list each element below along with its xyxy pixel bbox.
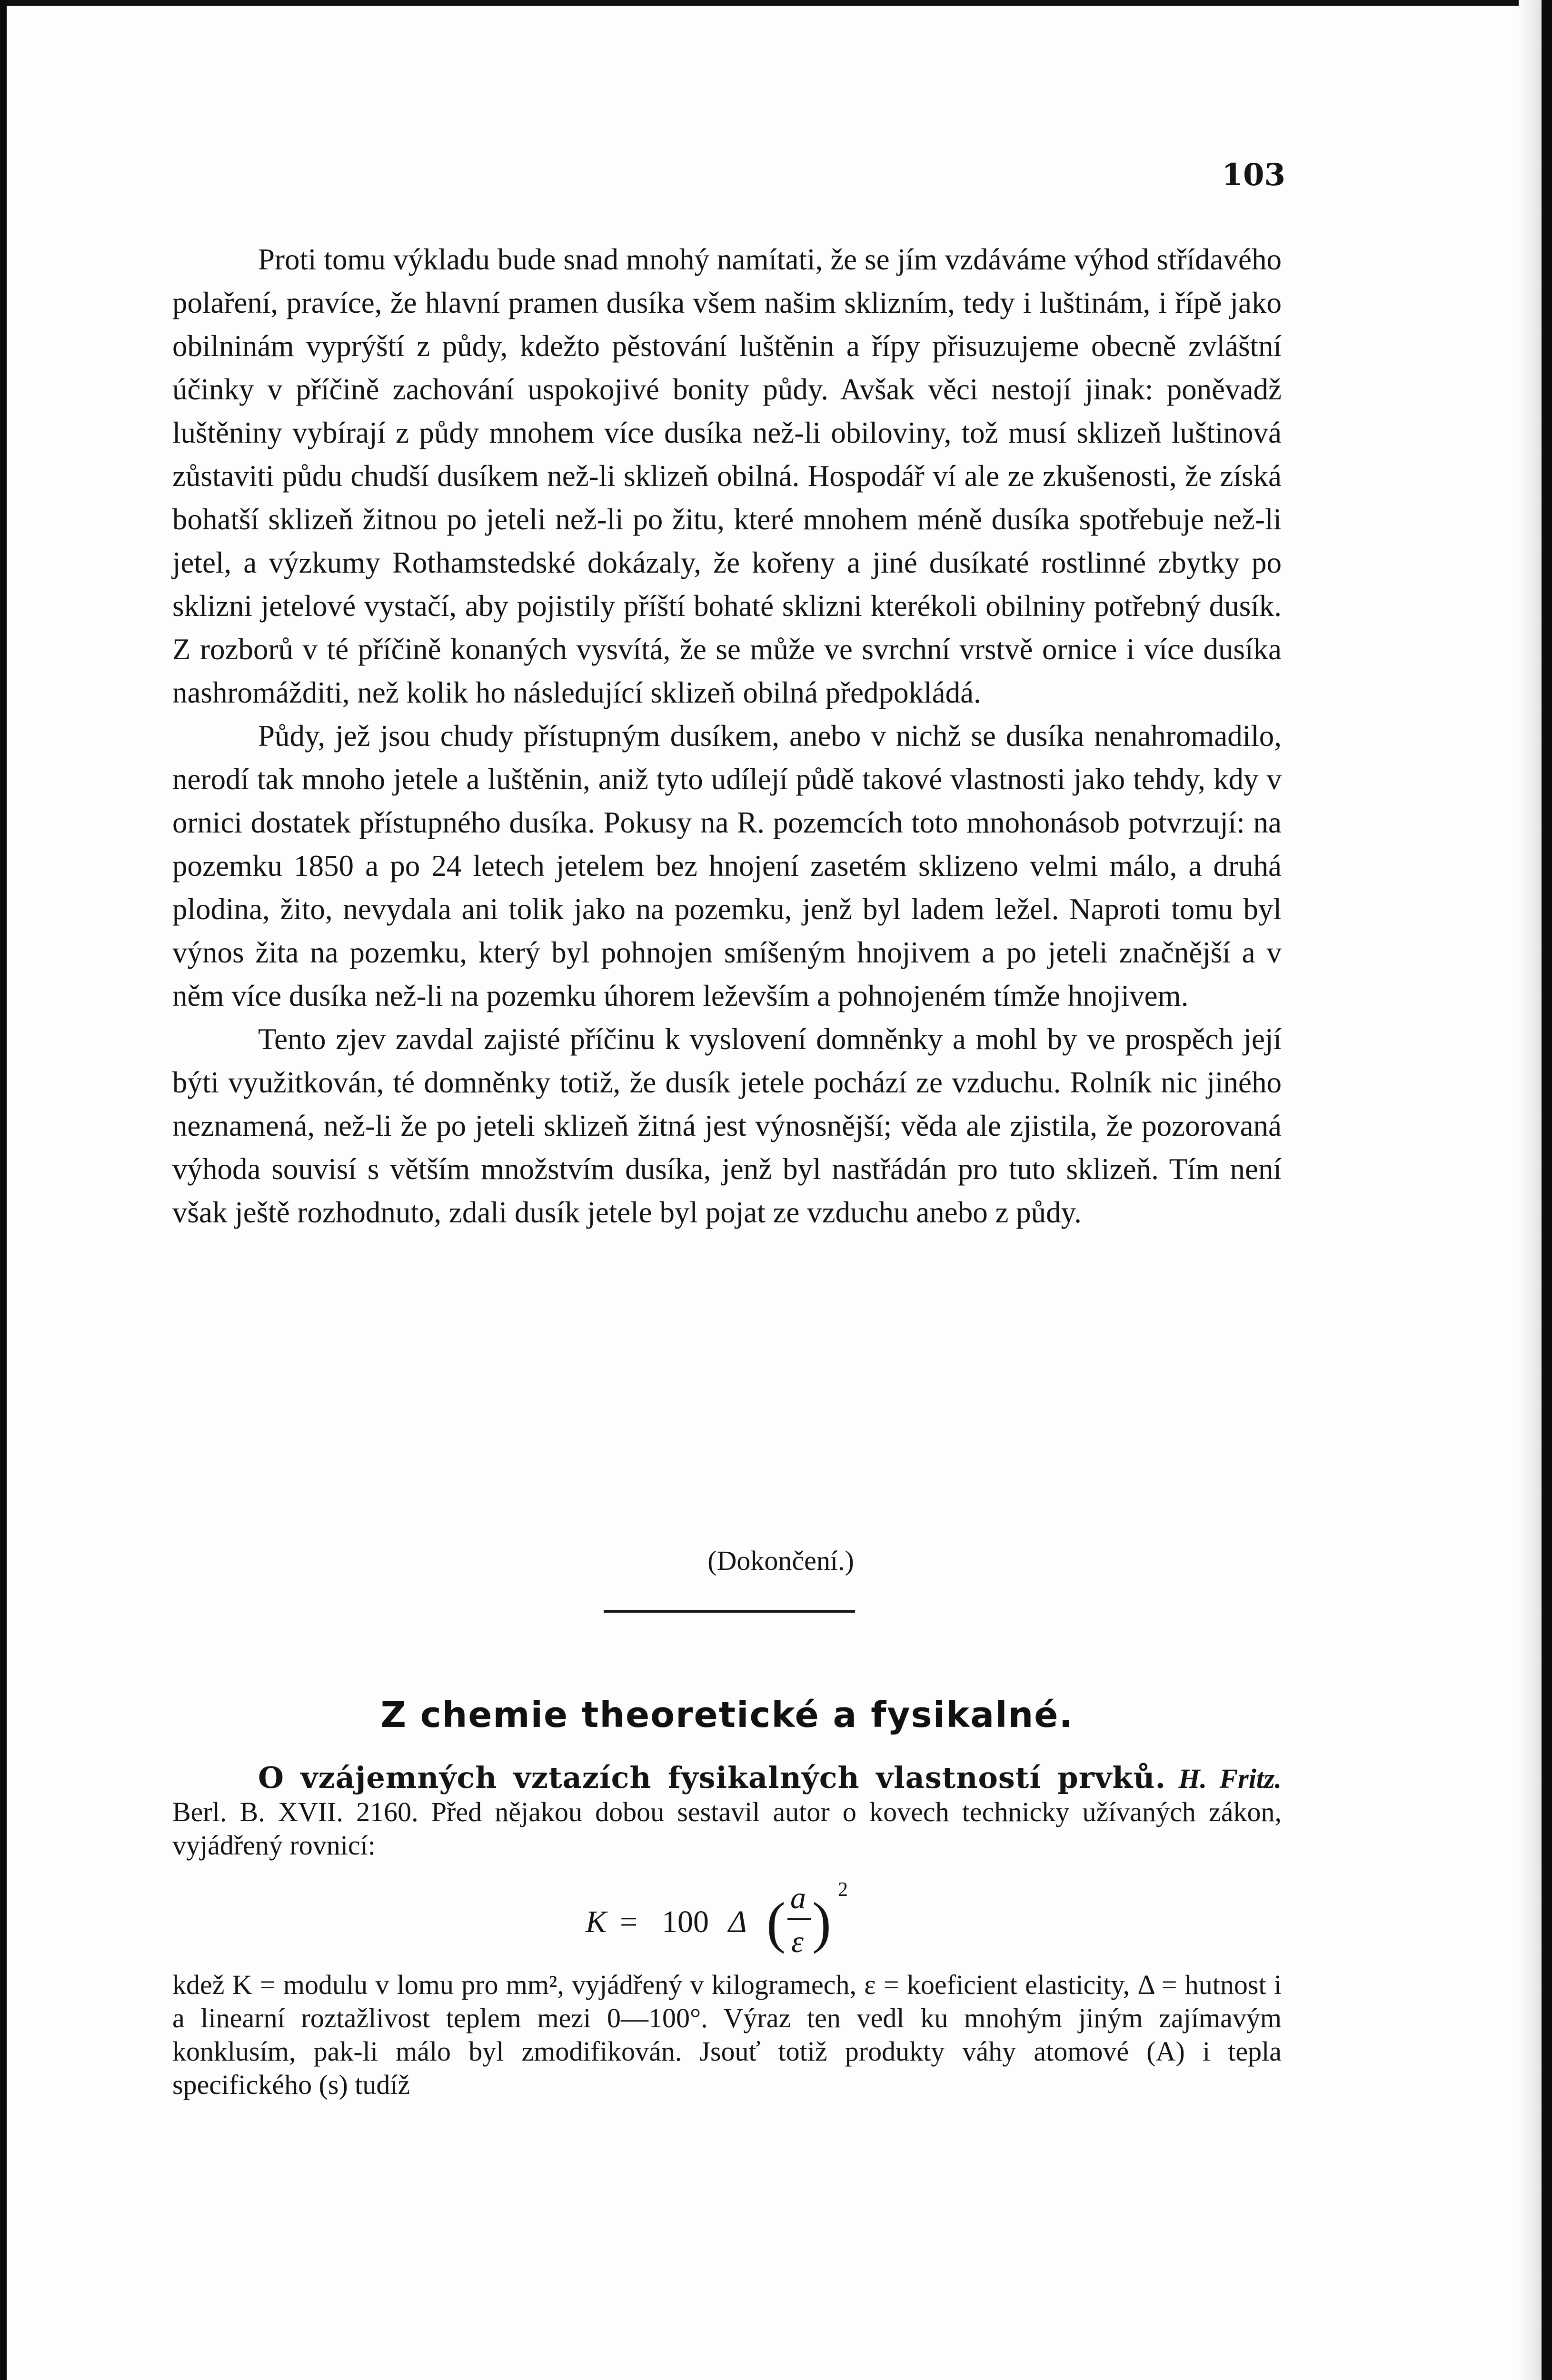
article-intro-text: Berl. B. XVII. 2160. Před nějakou dobou sestavil autor o kovech technicky užívaných zákon, vyjádřený rovnicí: [172,1796,1282,1861]
paragraph: Tento zjev zavdal zajisté příčinu k vyslovení domněnky a mohl by ve prospěch její býti využitkován, té domněnky totiž, že dusík jetele pochází ze vzduchu. Rolník nic jiného neznamená, než-li že po jeteli sklizeň žitná jest výnosnější; věda ale zjistila, že pozorovaná výhoda souvisí s větším množstvím dusíka, jenž byl nastřádán pro tuto sklizeň. Tím není však ještě rozhodnuto, zdali dusík jetele byl pojat ze vzduchu anebo z půdy. [172,1022,1282,1229]
main-text [172,238,1282,1234]
equation-numerator: a [790,1881,806,1915]
conclusion-note: (Dokončení.) [707,1545,854,1576]
equation-delta: Δ [728,1904,747,1939]
equation-equals: = [620,1904,638,1939]
article-intro-paragraph [172,1761,1282,1862]
equation [586,1880,919,1971]
equation-constant: 100 [662,1904,709,1939]
article-title: O vzájemných vztazích fysikalných vlastností prvků. [258,1760,1166,1795]
section-title: Z chemie theoretické a fysikalné. [380,1695,1074,1735]
paragraph: Půdy, jež jsou chudy přístupným dusíkem, anebo v nichž se dusíka nenahromadilo, nerodí tak mnoho jetele a luštěnin, aniž tyto udílejí půdě takové vlastnosti jako tehdy, kdy v ornici dostatek přístupného dusíka. Pokusy na R. pozemcích toto mnohonásob potvrzují: na pozemku 1850 a po 24 letech jetelem bez hnojení zasetém sklizeno velmi málo, a druhá plodina, žito, nevydala ani tolik jako na pozemku, jenž byl ladem ležel. Naproti tomu byl výnos žita na pozemku, který byl pohnojen smíšeným hnojivem a po jeteli značnější a v něm více dusíka než-li na pozemku úhorem leževším a pohnojeném tímže hnojivem. [172,719,1282,1012]
scan-border-top [0,0,1552,6]
article-body [172,1968,1282,2102]
equation-denominator: ε [791,1924,804,1959]
section-divider [604,1610,855,1613]
paragraph: Proti tomu výkladu bude snad mnohý namítati, že se jím vzdáváme výhod střídavého polaření, pravíce, že hlavní pramen dusíka všem našim sklizním, tedy i luštinám, i řípě jako obilninám vyprýští z půdy, kdežto pěstování luštěnin a řípy přisuzujeme obecně zvláštní účinky v příčině zachování uspokojivé bonity půdy. Avšak věci nestojí jinak: poněvadž luštěniny vybírají z půdy mnohem více dusíka než-li obiloviny, tož musí sklizeň luštinová zůstaviti půdu chudší dusíkem než-li sklizeň obilná. Hospodář ví ale ze zkušenosti, že získá bohatší sklizeň žitnou po jeteli než-li po žitu, které mnohem méně dusíka spotřebuje než-li jetel, a výzkumy Rothamstedské dokázaly, že kořeny a jiné dusíkaté rostlinné zbytky po sklizni jetelové vystačí, aby pojistily příští bohaté sklizni kterékoli obilniny potřebný dusík. Z rozborů v té příčině konaných vysvítá, že se může ve svrchní vrstvě ornice i více dusíka nashromážditi, než kolik ho následující sklizeň obilná předpokládá. [172,243,1282,709]
equation-exponent: 2 [838,1879,848,1901]
scan-shadow-right [1519,0,1542,2380]
equation-right-paren: ) [812,1891,831,1954]
equation-fraction-bar [787,1918,811,1920]
equation-k: K [586,1904,607,1939]
scan-border-left [0,0,7,2380]
scan-border-right [1542,0,1552,2380]
page-number: 103 [1222,157,1285,193]
equation-left-paren: ( [766,1891,786,1954]
article-paragraph: kdež K = modulu v lomu pro mm², vyjádřený v kilogramech, ε = koeficient elasticity, Δ = hutnost i a linearní roztažlivost teplem mezi 0—100°. Výraz ten vedl ku mnohým jiným zajímavým konklusím, pak-li málo byl zmodifikován. Jsouť totiž produkty váhy atomové (A) i tepla specifického (s) tudíž [172,1969,1282,2100]
article-author: H. Fritz. [1178,1763,1282,1794]
article-intro [172,1761,1282,1862]
